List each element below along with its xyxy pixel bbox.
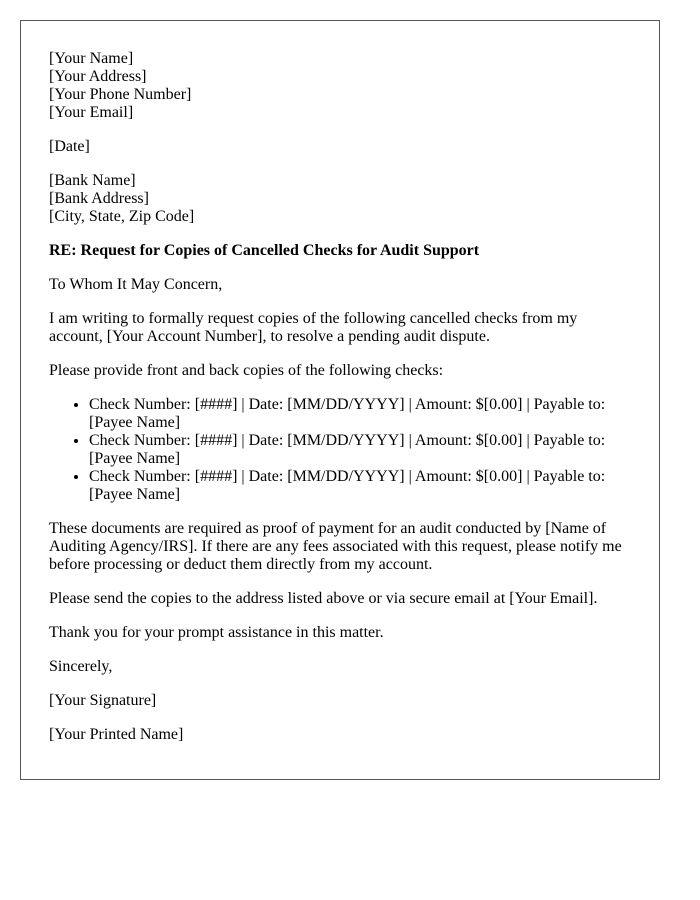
recipient-block <box>49 172 631 226</box>
list-item: • Check Number: [####] | Date: [MM/DD/YYYY] | Amount: $[0.00] | Payable to: [Payee Name] <box>89 396 631 432</box>
letter-date: [Date] <box>49 138 90 155</box>
thanks-paragraph: Thank you for your prompt assistance in this matter. <box>49 624 384 641</box>
letter-page <box>20 20 660 780</box>
list-intro: Please provide front and back copies of the following checks: <box>49 362 444 379</box>
sender-name: [Your Name] <box>49 50 134 67</box>
bank-name: [Bank Name] <box>49 172 136 189</box>
checks-list <box>49 396 631 504</box>
purpose-paragraph: These documents are required as proof of payment for an audit conducted by [Name of Auditing Agency/IRS]. If there are any fees associated with this request, please notify me before processing or deduct them directly from my account. <box>49 520 622 573</box>
sender-block <box>49 50 631 122</box>
subject-line: RE: Request for Copies of Cancelled Checks for Audit Support <box>49 242 480 259</box>
delivery-paragraph: Please send the copies to the address listed above or via secure email at [Your Email]. <box>49 590 598 607</box>
intro-paragraph: I am writing to formally request copies of the following cancelled checks from my account, [Your Account Number], to resolve a pending audit dispute. <box>49 310 578 345</box>
closing: Sincerely, <box>49 658 113 675</box>
list-item: • Check Number: [####] | Date: [MM/DD/YYYY] | Amount: $[0.00] | Payable to: [Payee Name] <box>89 432 631 468</box>
sender-address: [Your Address] <box>49 68 147 85</box>
date-block <box>49 138 631 156</box>
signature: [Your Signature] <box>49 692 157 709</box>
sender-phone: [Your Phone Number] <box>49 86 192 103</box>
bank-city-state-zip: [City, State, Zip Code] <box>49 208 195 225</box>
list-item: • Check Number: [####] | Date: [MM/DD/YYYY] | Amount: $[0.00] | Payable to: [Payee Name] <box>89 468 631 504</box>
bank-address: [Bank Address] <box>49 190 149 207</box>
salutation: To Whom It May Concern, <box>49 276 223 293</box>
sender-email: [Your Email] <box>49 104 134 121</box>
printed-name: [Your Printed Name] <box>49 726 184 743</box>
